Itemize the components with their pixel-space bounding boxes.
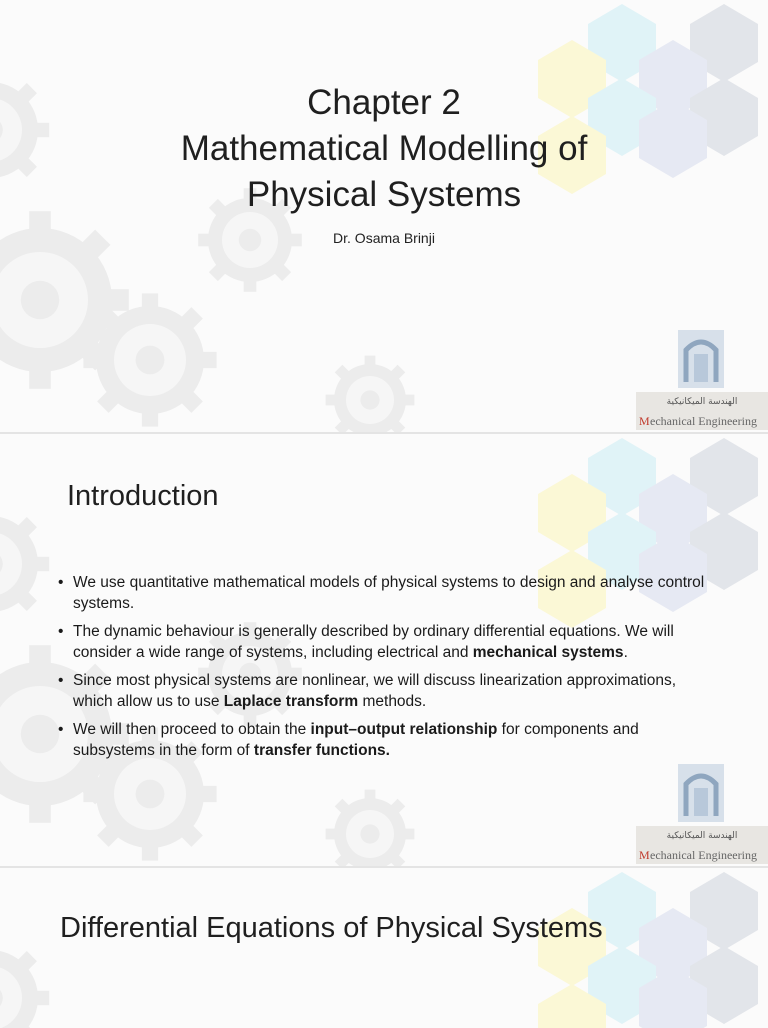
slide-title xyxy=(0,80,768,218)
svg-text:الهندسة الميكانيكية: الهندسة الميكانيكية xyxy=(666,397,738,407)
svg-text:الهندسة الميكانيكية: الهندسة الميكانيكية xyxy=(666,831,738,841)
slide-title: Introduction xyxy=(67,480,219,512)
title-line-3: Physical Systems xyxy=(246,175,522,214)
differential-equations-slide xyxy=(0,868,768,1028)
svg-text:echanical Engineering: echanical Engineering xyxy=(650,848,757,862)
author-name: Dr. Osama Brinji xyxy=(333,230,435,246)
bullet-list xyxy=(58,572,718,768)
bullet-item: • We will then proceed to obtain the input–output relationship for components and subsystems in the form of transfer functions. xyxy=(58,719,718,761)
title-line-1: Chapter 2 xyxy=(307,83,461,122)
svg-text:M: M xyxy=(639,414,650,428)
bullet-item: • We use quantitative mathematical models of physical systems to design and analyse control systems. xyxy=(58,572,718,614)
slide-title: Differential Equations of Physical Systems xyxy=(60,912,603,944)
mechanical-engineering-logo xyxy=(636,764,768,864)
bullet-item: • Since most physical systems are nonlinear, we will discuss linearization approximations, which allow us to use Laplace transform methods. xyxy=(58,670,718,712)
title-slide xyxy=(0,0,768,432)
bullet-item: • The dynamic behaviour is generally described by ordinary differential equations. We will consider a wide range of systems, including electrical and mechanical systems. xyxy=(58,621,718,663)
introduction-slide xyxy=(0,434,768,866)
background-pattern xyxy=(0,868,768,1028)
mechanical-engineering-logo xyxy=(636,330,768,430)
svg-text:M: M xyxy=(639,848,650,862)
svg-text:echanical Engineering: echanical Engineering xyxy=(650,414,757,428)
title-line-2: Mathematical Modelling of xyxy=(180,129,588,168)
